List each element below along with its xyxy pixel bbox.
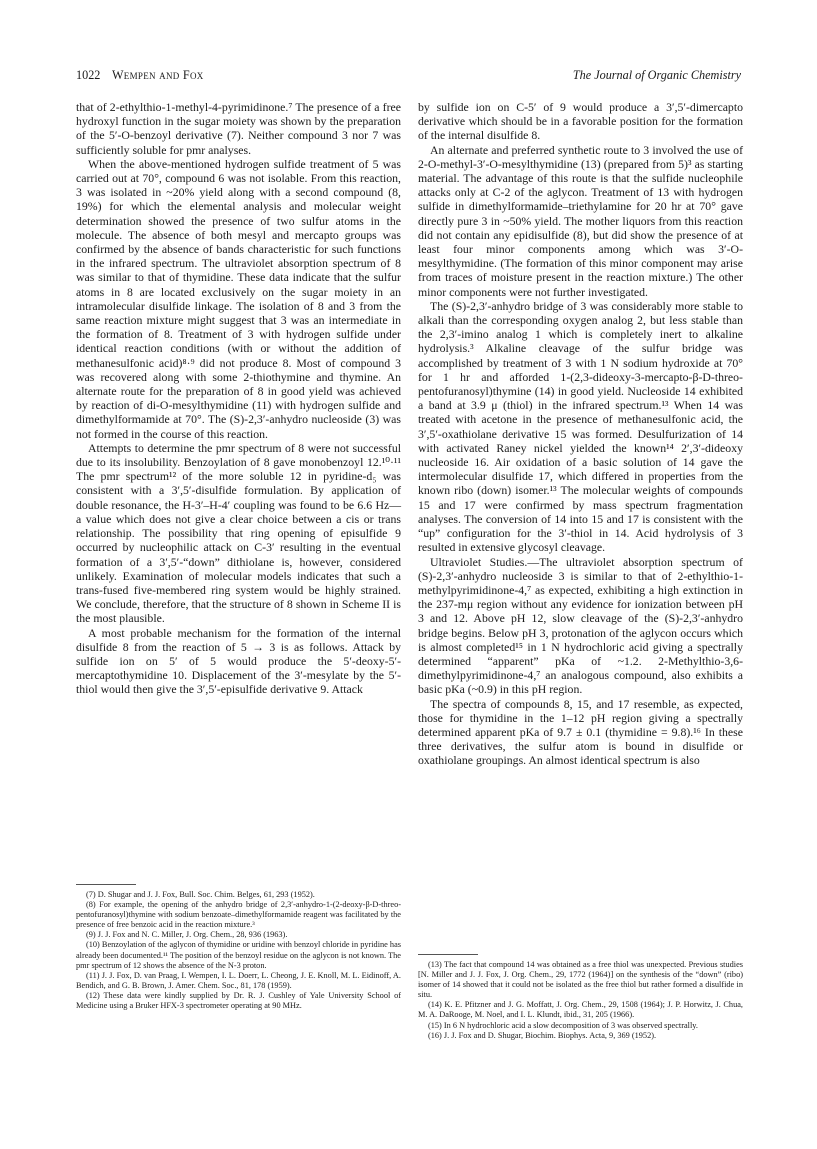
footnote: (14) K. E. Pfitzner and J. G. Moffatt, J. Org. Chem., 29, 1508 (1964); J. P. Horwitz, J. Chua, M. A. DaRooge, M. Noel, and I. L. Klundt, ibid., 31, 205 (1966). <box>418 1000 743 1020</box>
page-number: 1022 <box>76 68 101 82</box>
running-authors: Wempen and Fox <box>112 68 204 82</box>
paragraph: The (S)-2,3′-anhydro bridge of 3 was considerably more stable to alkali than the corresponding oxygen analog 2, but less stable than the 2,3′-imino analog 1 which is completely inert to alkaline hydrolysis.³ Alkaline cleavage of the sulfur bridge was accomplished by treatment of 3 with 1 N sodium hydroxide at 70° for 1 hr and afforded 1-(2,3-dideoxy-3-mercapto-β-D-threo-pentofuranosyl)thymine (14) in good yield. Nucleoside 14 exhibited a band at 3.9 μ (thiol) in the infrared spectrum.¹³ When 14 was treated with acetone in the presence of methanesulfonic acid, the 3′,5′-oxathiolane derivative 15 was formed. Desulfurization of 14 with activated Raney nickel yielded the known¹⁴ 2′,3′-dideoxy nucleoside 16. Air oxidation of a basic solution of 14 gave the intermolecular disulfide 17, which differed in properties from the known ribo (down) isomer.¹³ The molecular weights of compounds 15 and 17 were confirmed by mass spectrum fragmentation analyses. The conversion of 14 into 15 and 17 is consistent with the “up” configuration for the 3′-thiol in 14. Acid hydrolysis of 3 resulted in extensive glycosyl cleavage. <box>418 298 743 555</box>
paragraph: Ultraviolet Studies.—The ultraviolet absorption spectrum of (S)-2,3′-anhydro nucleoside 3 is similar to that of 2-ethylthio-1-methylpyrimidinone-4,⁷ as expected, exhibiting a high extinction in the 237-mμ region without any evidence for ionization between pH 3 and 12. Above pH 12, slow cleavage of the (S)-2,3′-anhydro bridge begins. Below pH 3, protonation of the aglycon occurs which is almost completed¹⁵ in 1 N hydrochloric acid giving a spectrally determined “apparent” pKa of ~1.2. 2-Methylthio-3,6-dimethylpyrimidinone-4,⁷ an analogous compound, also exhibits a basic pKa (~0.9) in this pH region. <box>418 554 743 697</box>
paragraph: An alternate and preferred synthetic route to 3 involved the use of 2-O-methyl-3′-O-mesylthymidine (13) (prepared from 5)³ as starting material. The advantage of this route is that the sulfide nucleophile attacks only at C-2 of the aglycon. Treatment of 13 with hydrogen sulfide in dimethylformamide–triethylamine for 20 hr at 70° gave directly pure 3 in ~50% yield. The mother liquors from this reaction did not contain any epidisulfide (8), but did show the presence of at least four minor components among which was 3′-O-mesylthymidine. (The formation of this minor component may arise from traces of moisture present in the reaction mixture.) The other minor components were not further investigated. <box>418 142 743 299</box>
footnote: (13) The fact that compound 14 was obtained as a free thiol was unexpected. Previous studies [N. Miller and J. J. Fox, J. Org. Chem., 29, 1772 (1964)] on the synthesis of the “down” (ribo) isomer of 14 showed that it could not be isolated as the free thiol but rather formed a disulfide in situ. <box>418 960 743 1000</box>
journal-name: The Journal of Organic Chemistry <box>572 68 741 82</box>
footnote: (11) J. J. Fox, D. van Praag, I. Wempen, I. L. Doerr, L. Cheong, J. E. Knoll, M. L. Eidinoff, A. Bendich, and G. B. Brown, J. Amer. Chem. Soc., 81, 178 (1959). <box>76 970 401 990</box>
left-column <box>76 100 401 697</box>
paragraph: Attempts to determine the pmr spectrum of 8 were not successful due to its insolubility. Benzoylation of 8 gave monobenzoyl 12.¹⁰·¹¹ The pmr spectrum¹² of the more soluble 12 in pyridine-d₅ was consistent with a 3′,5′-disulfide formulation. By application of double resonance, the H-3′–H-4′ coupling was found to be 6.6 Hz—a value which does not give a clear choice between a cis or trans relationship. The possibility that ring opening of episulfide 9 occurred by nucleophilic attack on C-3′ resulting in the eventual formation of a 3′,5′-“down” dithiolane is, however, considered unlikely. Examination of molecular models indicates that such a trans-fused five-membered ring system would be highly strained. We conclude, therefore, that the structure of 8 shown in Scheme II is the most plausible. <box>76 440 401 626</box>
paragraph: The spectra of compounds 8, 15, and 17 resemble, as expected, those for thymidine in the 1–12 pH region giving a spectrally determined apparent pKa of 9.7 ± 0.1 (thymidine = 9.8).¹⁶ In these three derivatives, the sulfur atom is bound in disulfide or oxathiolane groupings. An almost identical spectrum is also <box>418 696 743 768</box>
footnote-rule <box>418 954 478 955</box>
footnote-rule <box>76 884 136 885</box>
footnote: (16) J. J. Fox and D. Shugar, Biochim. Biophys. Acta, 9, 369 (1952). <box>428 1030 657 1040</box>
paragraph: that of 2-ethylthio-1-methyl-4-pyrimidinone.⁷ The presence of a free hydroxyl function in the sugar moiety was shown by the preparation of the 5′-O-benzoyl derivative (7). Neither compound 3 nor 7 was sufficiently soluble for pmr analyses. <box>76 100 401 157</box>
footnote: (8) For example, the opening of the anhydro bridge of 2,3′-anhydro-1-(2-deoxy-β-D-threo-pentofuranosyl)thymine with sodium benzoate–dimethylformamide reagent was facilitated by the presence of free benzoic acid in the reaction mixture.³ <box>76 900 401 930</box>
footnote: (12) These data were kindly supplied by Dr. R. J. Cushley of Yale University School of Medicine using a Bruker HFX-3 spectrometer operating at 90 MHz. <box>76 990 401 1011</box>
footnote: (10) Benzoylation of the aglycon of thymidine or uridine with benzoyl chloride in pyridine has already been documented.¹¹ The position of the benzoyl residue on the aglycon is not known. The pmr spectrum of 12 shows the absence of the N-3 proton. <box>76 940 401 970</box>
right-column <box>418 100 743 768</box>
footnote: (9) J. J. Fox and N. C. Miller, J. Org. Chem., 28, 936 (1963). <box>86 930 288 940</box>
paragraph: by sulfide ion on C-5′ of 9 would produce a 3′,5′-dimercapto derivative which should be in a favorable position for the formation of the internal disulfide 8. <box>418 100 743 143</box>
footnote: (15) In 6 N hydrochloric acid a slow decomposition of 3 was observed spectrally. <box>428 1020 698 1030</box>
footnotes-left <box>76 890 401 1011</box>
paragraph: When the above-mentioned hydrogen sulfide treatment of 5 was carried out at 70°, compound 6 was not isolable. From this reaction, 3 was isolated in ~20% yield along with a second compound (8, 19%) for which the elemental analysis and molecular weight determination showed the presence of two sulfur atoms in the molecule. The absence of both mesyl and mercapto groups was confirmed by the absence of bands characteristic for such functions in the infrared spectrum. The ultraviolet absorption spectrum of 8 was similar to that of thymidine. These data indicate that the sulfur atoms in 8 are located exclusively on the sugar moiety in an intramolecular disulfide linkage. The isolation of 8 and 3 from the same reaction mixture might suggest that 3 was an intermediate in the formation of 8. Treatment of 3 with hydrogen sulfide under identical reaction conditions (with or without the addition of methanesulfonic acid)⁸·⁹ did not produce 8. Most of compound 3 was recovered along with some 2-thiothymine and thymine. An alternate route for the preparation of 8 in good yield was achieved by reaction of di-O-mesylthymidine (11) with hydrogen sulfide and dimethylformamide at 70°. The (S)-2,3′-anhydro nucleoside (3) was not formed in the course of this reaction. <box>76 156 401 441</box>
page-header <box>76 68 741 84</box>
paragraph: A most probable mechanism for the formation of the internal disulfide 8 from the reaction of 5 → 3 is as follows. Attack by sulfide ion on 5′ of 5 would produce the 5′-deoxy-5′-mercaptothymidine 10. Displacement of the 3′-mesylate by the 5′-thiol would then give the 3′,5′-episulfide derivative 9. Attack <box>76 625 401 697</box>
footnotes-right <box>418 960 743 1041</box>
footnote: (7) D. Shugar and J. J. Fox, Bull. Soc. Chim. Belges, 61, 293 (1952). <box>86 890 315 899</box>
